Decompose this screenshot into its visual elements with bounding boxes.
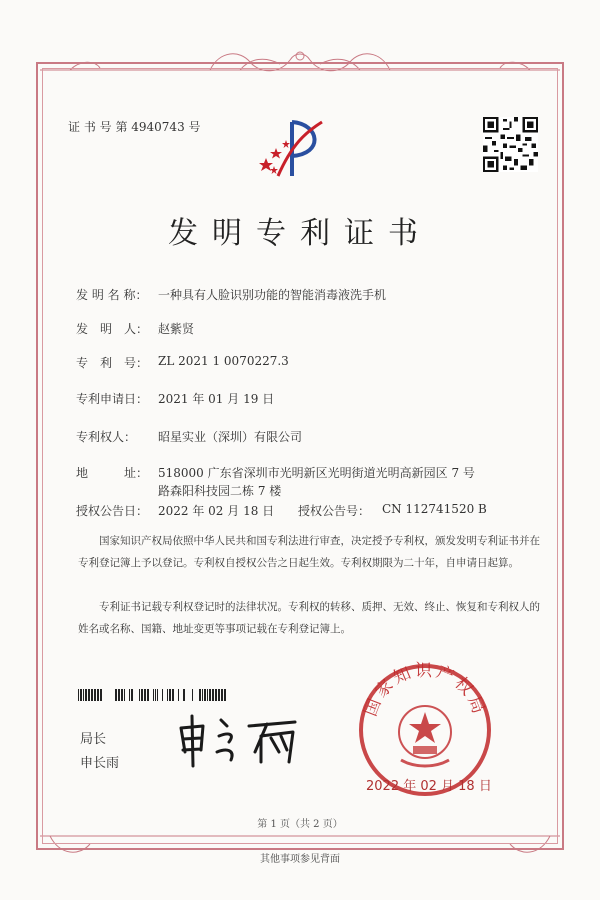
- field-value-address-line1: 518000 广东省深圳市光明新区光明街道光明高新园区 7 号: [158, 466, 475, 480]
- field-label-address: 地 址：: [76, 466, 149, 480]
- field-label-inventor: 发 明 人：: [76, 322, 149, 336]
- field-label-application-date: 专利申请日：: [76, 392, 149, 406]
- seal-date: 2022 年 02 月 18 日: [366, 779, 492, 794]
- svg-text:国家知识产权局: [361, 661, 490, 719]
- statement-paragraph-1: 国家知识产权局依照中华人民共和国专利法进行审查，决定授予专利权，颁发发明专利证书并在专利登记簿上予以登记。专利权自授权公告之日起生效。专利权期限为二十年，自申请日起算。: [78, 535, 540, 569]
- footer-note: 其他事项参见背面: [260, 854, 340, 865]
- field-label-grant-date: 授权公告日：: [76, 504, 149, 518]
- field-value-inventor: 赵紫贤: [158, 322, 195, 336]
- barcode: [78, 689, 230, 701]
- seal-text: 国家知识产权局: [360, 661, 490, 720]
- field-label-patent-number: 专 利 号：: [76, 356, 149, 370]
- field-label-invention-name: 发 明 名 称：: [76, 288, 148, 302]
- field-value-address-line2: 路森阳科技园二栋 7 楼: [158, 484, 282, 498]
- director-signature: [175, 712, 305, 768]
- certificate-title: 发明专利证书: [168, 216, 432, 251]
- director-title: 局长: [80, 732, 107, 747]
- field-value-grant-number: CN 112741520 B: [382, 502, 487, 516]
- certificate-number: 证 书 号 第 4940743 号: [68, 120, 201, 134]
- field-value-patentee: 昭星实业（深圳）有限公司: [158, 430, 303, 444]
- cnipa-logo-icon: [258, 114, 330, 184]
- statement-paragraph-2: 专利证书记载专利权登记时的法律状况。专利权的转移、质押、无效、终止、恢复和专利权人的姓名或名称、国籍、地址变更等事项记载在专利登记簿上。: [78, 601, 540, 635]
- field-value-grant-date: 2022 年 02 月 18 日: [158, 504, 275, 518]
- director-name: 申长雨: [80, 756, 120, 771]
- page-info: 第 1 页（共 2 页）: [257, 819, 343, 830]
- field-value-invention-name: 一种具有人脸识别功能的智能消毒液洗手机: [158, 288, 387, 302]
- field-label-grant-number: 授权公告号：: [298, 504, 371, 518]
- field-value-application-date: 2021 年 01 月 19 日: [158, 392, 275, 406]
- qr-code: [483, 117, 538, 172]
- field-value-patent-number: ZL 2021 1 0070227.3: [158, 354, 289, 368]
- field-label-patentee: 专利权人：: [76, 430, 137, 444]
